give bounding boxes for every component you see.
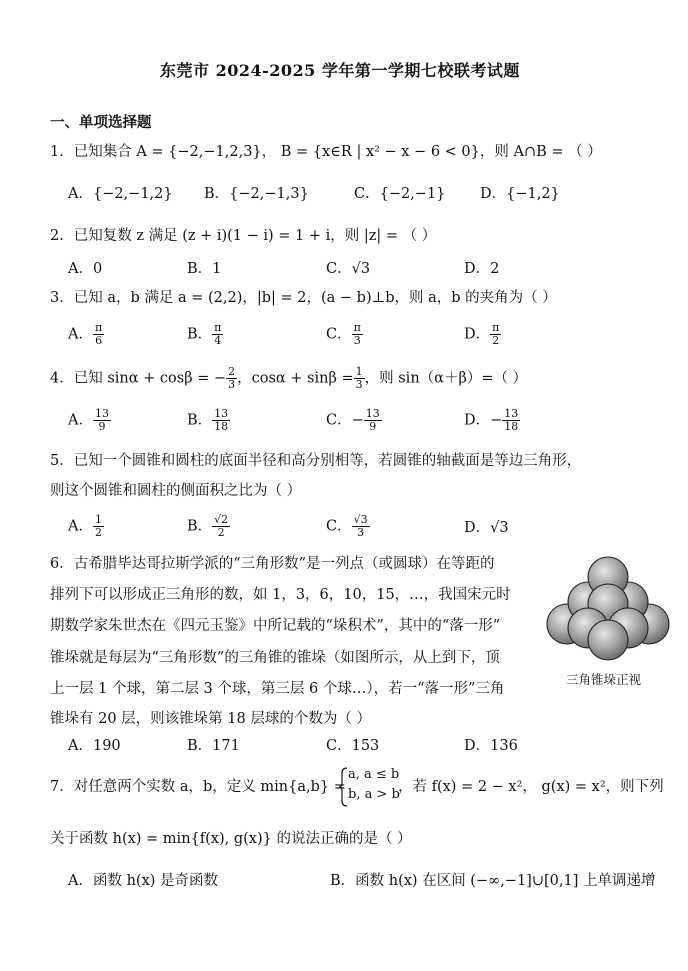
question-5-option-a: A． $\frac{1}{2}$ <box>68 513 102 539</box>
exam-title: 东莞市 2024-2025 学年第一学期七校联考试题 <box>160 61 520 80</box>
question-1-option-a: A．{−2,−1,2} <box>68 186 173 202</box>
question-5-option-d: D．√3 <box>464 520 509 536</box>
question-6-line-2: 排列下可以形成正三角形的数，如 1，3，6，10，15，…，我国宋元时 <box>50 587 511 603</box>
question-2-option-b: B．1 <box>187 261 222 277</box>
question-6-line-4: 锥垛就是每层为“三角形数”的三角锥的锥垛（如图所示，从上到下，顶 <box>50 650 500 666</box>
ball-pyramid-figure <box>543 548 673 663</box>
question-2-stem: 2．已知复数 z 满足 (z + i)(1 − i) = 1 + i，则 |z| = （ ） <box>50 228 437 244</box>
question-3-stem: 3．已知 a，b 满足 a = (2,2)，|b| = 2，(a − b)⊥b，则 a，b 的夹角为（ ） <box>50 290 557 306</box>
piecewise-case-2: b, a > b <box>348 787 400 802</box>
question-6-option-c: C．153 <box>326 738 380 754</box>
question-6-line-3: 期数学家朱世杰在《四元玉鉴》中所记载的“垛积术”，其中的“落一形” <box>50 618 501 634</box>
option-fraction: $\frac{\pi}{2}$ <box>492 321 500 347</box>
question-4-option-b: B． $\frac{13}{18}$ <box>187 407 229 433</box>
brace-icon <box>338 767 348 807</box>
option-fraction: $\frac{\pi}{3}$ <box>353 321 361 347</box>
question-6-line-1: 6．古希腊毕达哥拉斯学派的“三角形数”是一列点（或圆球）在等距的 <box>50 556 495 572</box>
question-1-option-d: D．{−1,2} <box>480 186 560 202</box>
piecewise-case-1: a, a ≤ b <box>348 767 400 782</box>
question-5-option-b: B． $\frac{√2}{2}$ <box>187 513 229 539</box>
question-7-line-2: 关于函数 h(x) = min{f(x), g(x)} 的说法正确的是（ ） <box>50 831 412 847</box>
figure-caption: 三角锥垛正视 <box>566 672 642 687</box>
question-5-stem-line-2: 则这个圆锥和圆柱的侧面积之比为（ ） <box>50 483 302 499</box>
question-6-option-b: B．171 <box>187 738 240 754</box>
question-4-option-a: A． $\frac{13}{9}$ <box>68 407 109 433</box>
question-4-option-c: C．− $\frac{13}{9}$ <box>326 407 380 433</box>
question-1-option-c: C．{−2,−1} <box>354 186 446 202</box>
question-4-option-d: D．− $\frac{13}{18}$ <box>464 407 519 433</box>
option-fraction: $\frac{\pi}{6}$ <box>94 321 103 347</box>
question-1-stem: 1．已知集合 A = {−2,−1,2,3}， B = {x∈R | x² − x − 6 < 0}，则 A∩B = （ ） <box>50 144 602 160</box>
option-label: B． <box>187 326 213 343</box>
question-7-option-b: B．函数 h(x) 在区间 (−∞,−1]∪[0,1] 上单调递增 <box>330 873 656 889</box>
question-5-stem-line-1: 5．已知一个圆锥和圆柱的底面半径和高分别相等，若圆锥的轴截面是等边三角形， <box>50 453 582 469</box>
ball-icon <box>588 620 628 660</box>
question-6-line-6: 锥垛有 20 层，则该锥垛第 18 层球的个数为（ ） <box>50 711 371 727</box>
option-fraction: $\frac{\pi}{4}$ <box>214 321 222 347</box>
question-4-stem: 4．已知 sinα + cosβ = − $\frac{2}{3}$ ，cosα + sinβ = $\frac{1}{3}$ ，则 sin（α＋β）=（ ） <box>50 365 528 391</box>
question-2-option-c: C．√3 <box>326 261 371 277</box>
option-label: C． <box>326 326 352 343</box>
question-3-option-a <box>68 322 104 347</box>
question-3-option-c <box>326 322 363 347</box>
question-1-option-b: B．{−2,−1,3} <box>204 186 309 202</box>
stem-fraction: $\frac{1}{3}$ <box>355 365 363 391</box>
question-3-option-b <box>187 322 223 347</box>
stem-fraction: $\frac{2}{3}$ <box>228 365 236 391</box>
question-2-option-a: A．0 <box>68 261 103 277</box>
question-2-option-d: D．2 <box>464 261 500 277</box>
question-6-option-a: A．190 <box>68 738 121 754</box>
question-7-stem-b: ，若 f(x) = 2 − x²， g(x) = x²，则下列 <box>398 779 664 795</box>
section-heading: 一、单项选择题 <box>50 114 152 131</box>
option-label: A． <box>68 326 93 343</box>
question-6-line-5: 上一层 1 个球，第二层 3 个球，第三层 6 个球…），若一“落一形”三角 <box>50 681 505 697</box>
question-7-stem-a: 7．对任意两个实数 a，b，定义 min{a,b} = <box>50 779 346 795</box>
question-3-option-d <box>464 322 501 347</box>
question-5-option-c: C． $\frac{√3}{3}$ <box>326 513 368 539</box>
question-6-option-d: D．136 <box>464 738 518 754</box>
option-label: D． <box>464 326 491 343</box>
question-7-option-a: A．函数 h(x) 是奇函数 <box>68 873 219 889</box>
